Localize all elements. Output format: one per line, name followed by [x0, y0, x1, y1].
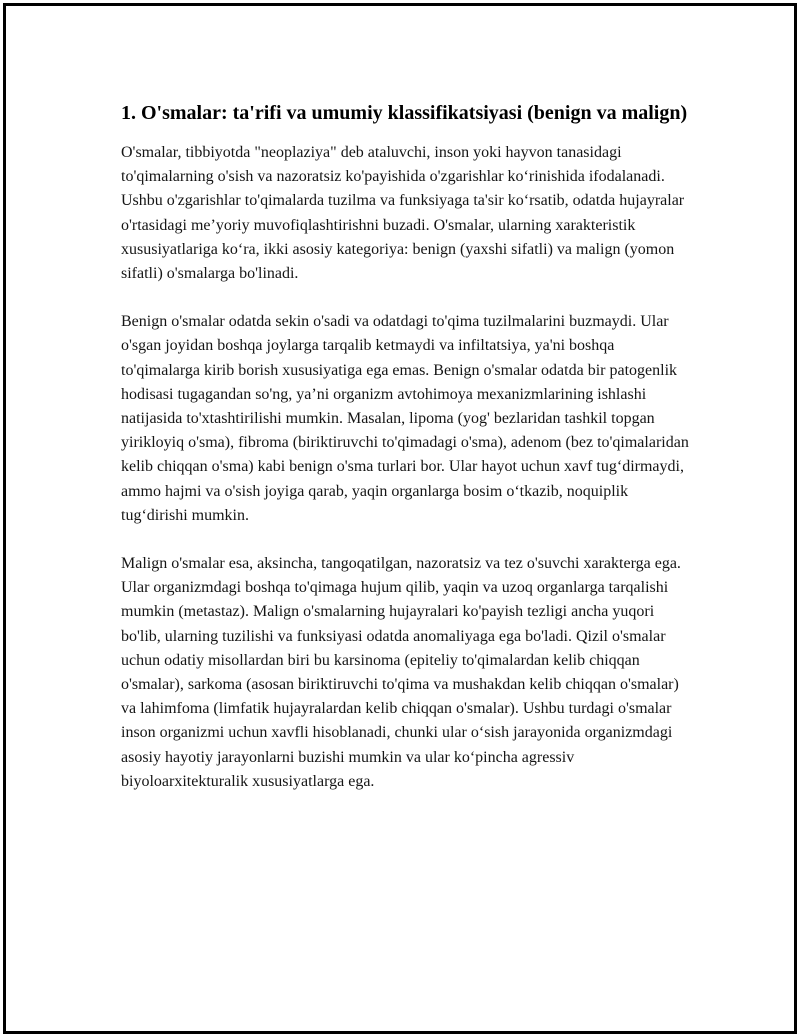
document-body — [121, 99, 691, 818]
paragraph-definition: O'smalar, tibbiyotda "neoplaziya" deb ataluvchi, inson yoki hayvon tanasidagi to'qimalarning o'sish va nazoratsiz ko'payishida o'zgarishlar ko‘rinishida ifodalanadi. Ushbu o'zgarishlar to'qimalarda tuzilma va funksiyaga ta'sir ko‘rsatib, odatda hujayralar o'rtasidagi me’yoriy muvofiqlashtirishni buzadi. O'smalar, ularning xarakteristik xususiyatlariga ko‘ra, ikki asosiy kategoriya: benign (yaxshi sifatli) va malign (yomon sifatli) o'smalarga bo'linadi. — [121, 144, 685, 283]
section-heading: 1. O'smalar: ta'rifi va umumiy klassifikatsiyasi (benign va malign) — [121, 102, 688, 124]
page-frame — [3, 3, 797, 1034]
paragraph-benign: Benign o'smalar odatda sekin o'sadi va odatdagi to'qima tuzilmalarini buzmaydi. Ular o'sgan joyidan boshqa joylarga tarqalib ketmaydi va infiltatsiya, ya'ni boshqa to'qimalarga kirib borish xususiyatiga ega emas. Benign o'smalar odatda bir patogenlik hodisasi tugagandan so'ng, ya’ni organizm avtohimoya mexanizmlarining ishlashi natijasida to'xtashtirilishi mumkin. Masalan, lipoma (yog' bezlaridan tashkil topgan yirikloyiq o'sma), fibroma (biriktiruvchi to'qimadagi o'sma), adenom (bez to'qimalaridan kelib chiqqan o'sma) kabi benign o'sma turlari bor. Ular hayot uchun xavf tug‘dirmaydi, ammo hajmi va o'sish joyiga qarab, yaqin organlarga bosim o‘tkazib, noquiplik tug‘dirishi mumkin. — [121, 313, 689, 524]
paragraph-malign: Malign o'smalar esa, aksincha, tangoqatilgan, nazoratsiz va tez o'suvchi xarakterga ega. Ular organizmdagi boshqa to'qimaga hujum qilib, yaqin va uzoq organlarga tarqalishi mumkin (metastaz). Malign o'smalarning hujayralari ko'payish tezligi ancha yuqori bo'lib, ularning tuzilishi va funksiyasi odatda anomaliyaga ega bo'ladi. Qizil o'smalar uchun odatiy misollardan biri bu karsinoma (epiteliy to'qimalardan kelib chiqqan o'smalar), sarkoma (asosan biriktiruvchi to'qima va mushakdan kelib chiqqan o'smalar) va lahimfoma (limfatik hujayralardan kelib chiqqan o'smalar). Ushbu turdagi o'smalar inson organizmi uchun xavfli hisoblanadi, chunki ular o‘sish jarayonida organizmdagi asosiy hayotiy jarayonlarni buzishi mumkin va ular ko‘pincha agressiv biyoloarxitekturalik xususiyatlarga ega. — [121, 555, 681, 790]
